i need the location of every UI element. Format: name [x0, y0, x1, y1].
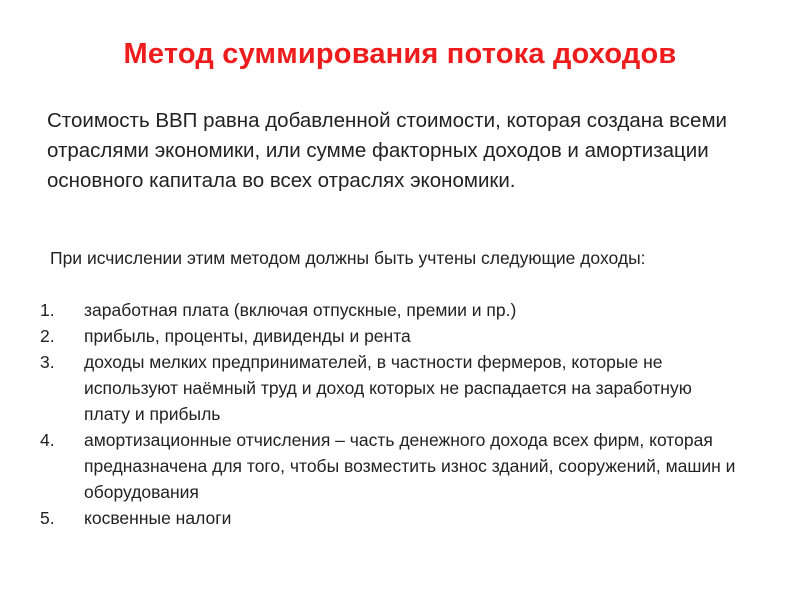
list-item-text: заработная плата (включая отпускные, премии и пр.) — [84, 300, 517, 320]
list-item-number: 5. — [40, 508, 55, 528]
list-item — [0, 427, 738, 505]
lead-paragraph: При исчислении этим методом должны быть учтены следующие доходы: — [50, 248, 646, 268]
list-item-number: 1. — [40, 300, 55, 320]
list-item-text: прибыль, проценты, дивиденды и рента — [84, 326, 411, 346]
list-item — [0, 323, 738, 349]
list-item-text: амортизационные отчисления – часть денежного дохода всех фирм, которая предназначена для того, чтобы возместить износ зданий, сооружений, машин и оборудования — [84, 430, 736, 502]
list-item-number: 3. — [40, 352, 55, 372]
list-item — [0, 505, 738, 531]
intro-paragraph: Стоимость ВВП равна добавленной стоимости, которая создана всеми отраслями экономики, или сумме факторных доходов и амортизации основного капитала во всех отраслях экономики. — [47, 109, 728, 192]
list-item — [0, 297, 738, 323]
slide-title: Метод суммирования потока доходов — [123, 38, 677, 70]
list-item-number: 4. — [40, 430, 55, 450]
list-item-text: доходы мелких предпринимателей, в частности фермеров, которые не используют наёмный труд и доход которых не распадается на заработную плату и прибыль — [84, 352, 692, 424]
list-item-number: 2. — [40, 326, 55, 346]
income-list — [0, 297, 800, 531]
list-item — [0, 349, 738, 427]
list-item-text: косвенные налоги — [84, 508, 232, 528]
